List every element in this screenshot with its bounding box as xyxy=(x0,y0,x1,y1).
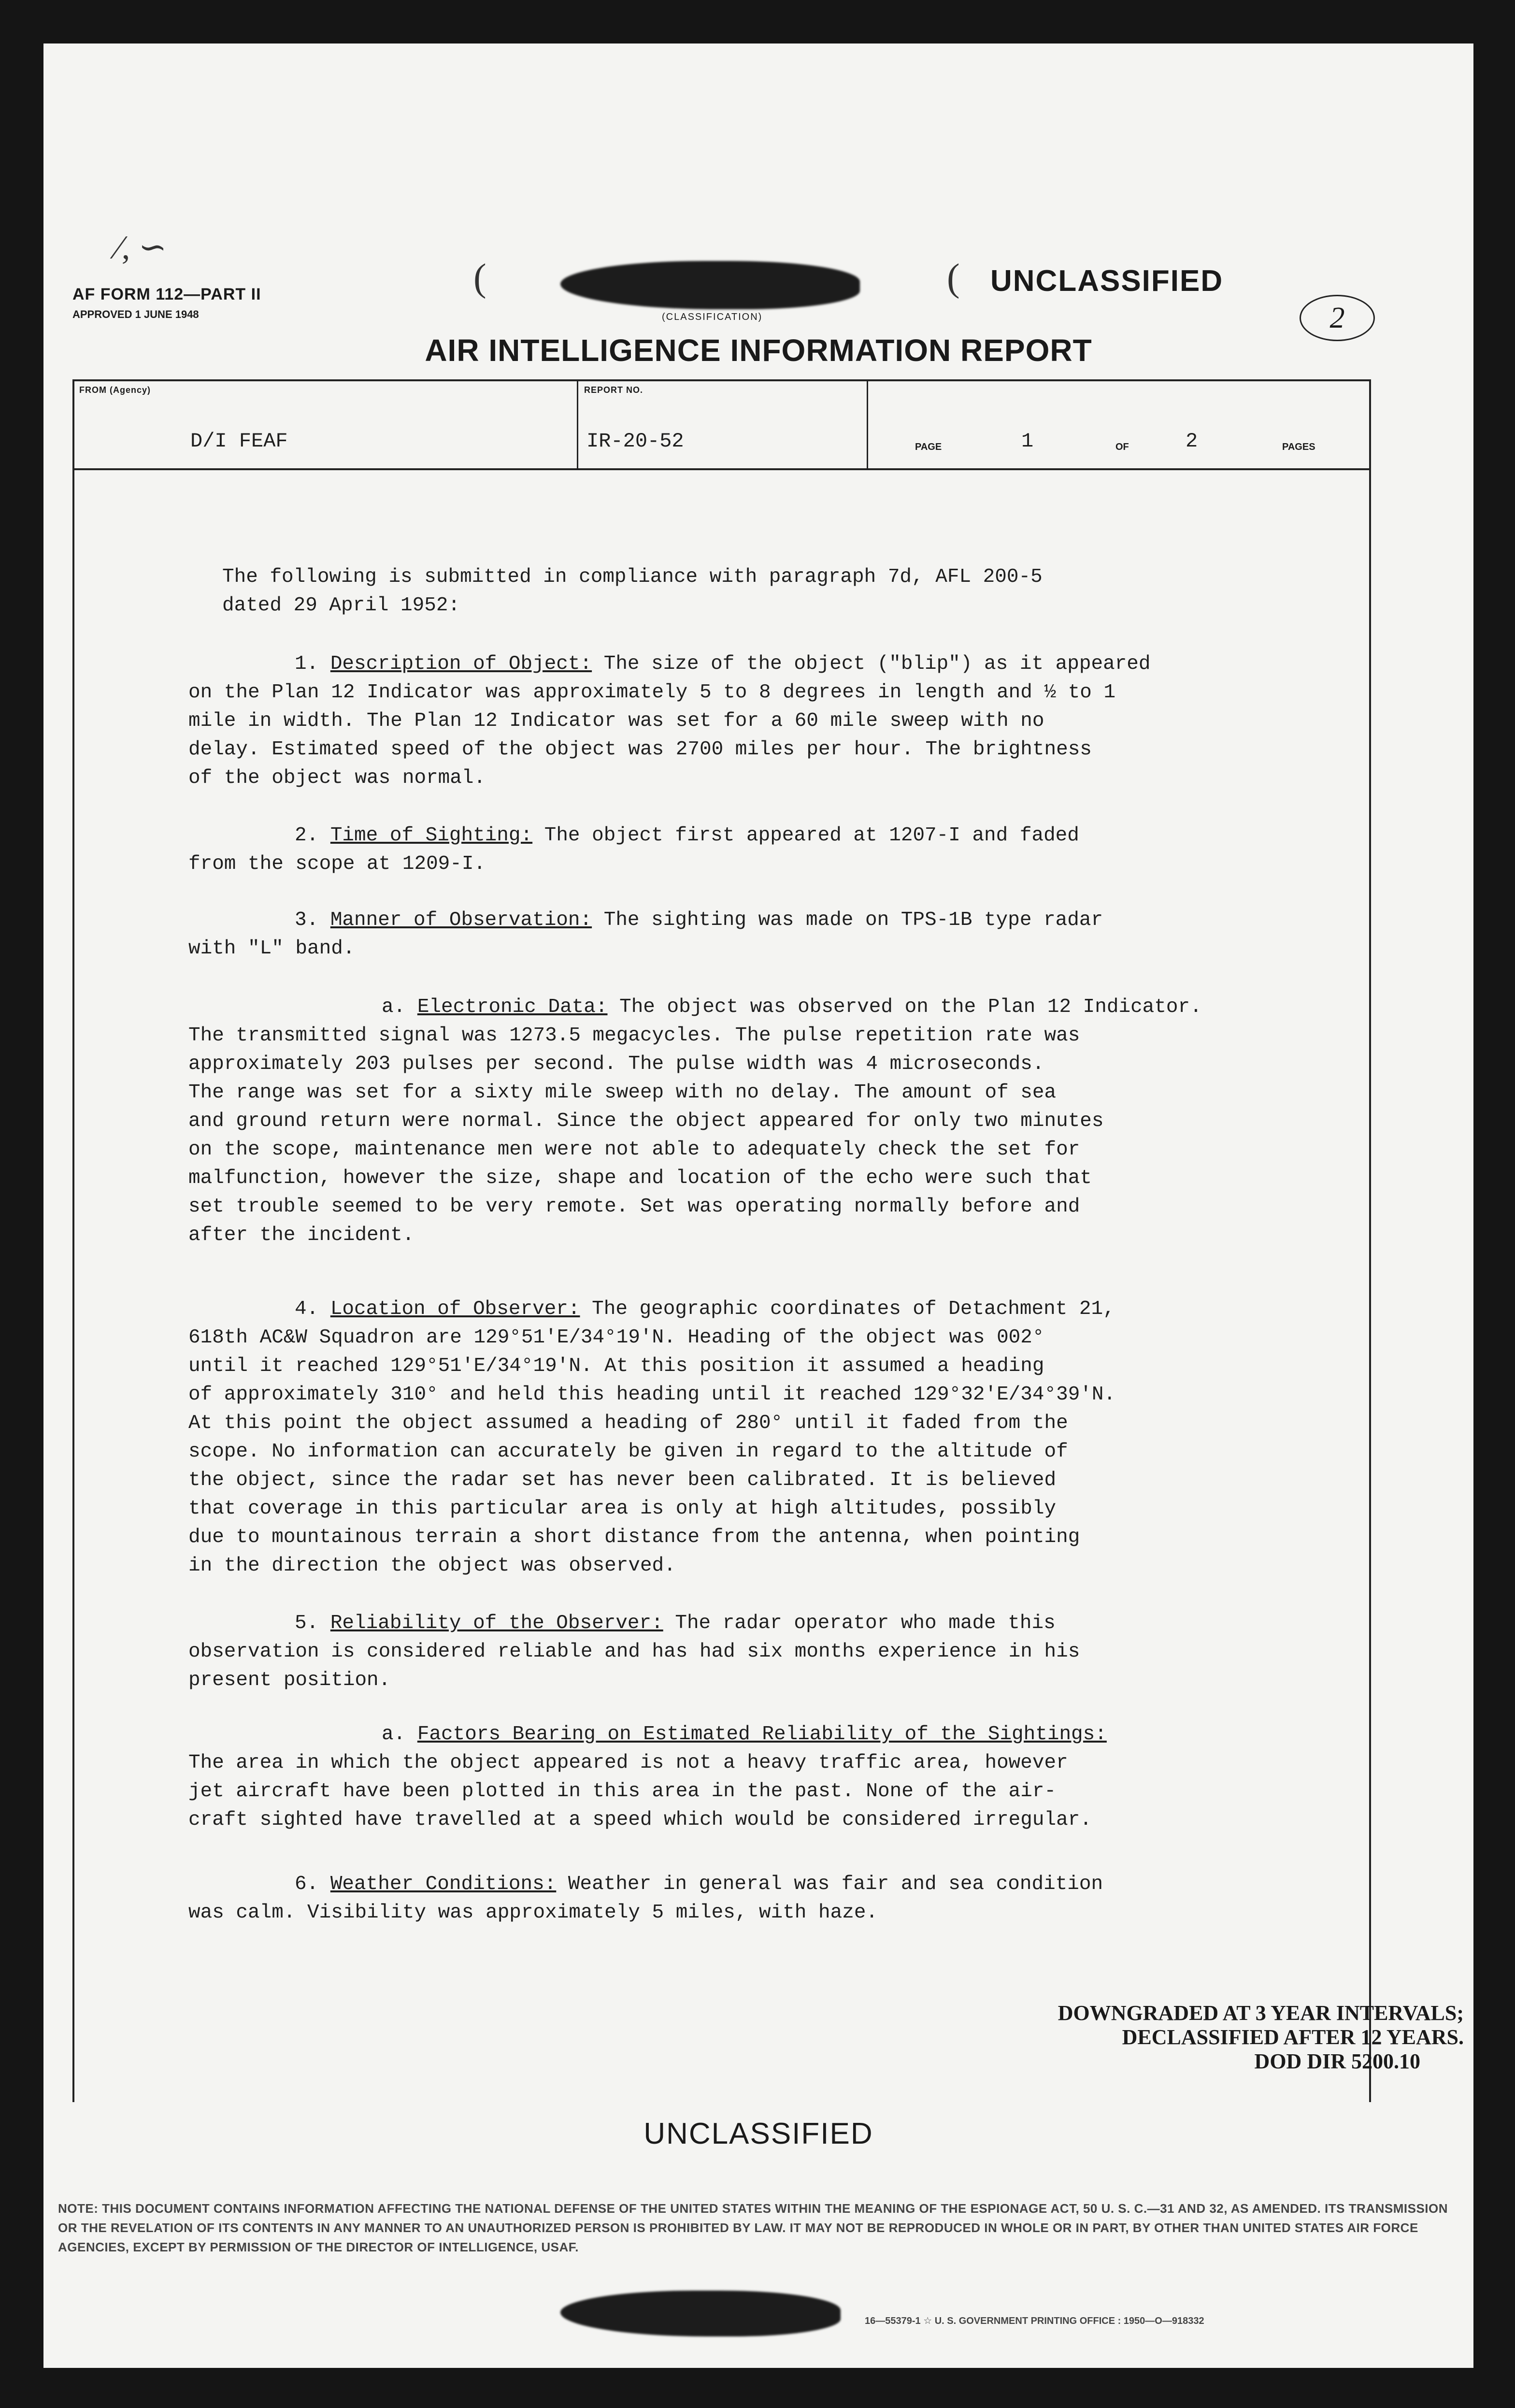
report-no-value: IR-20-52 xyxy=(586,430,684,453)
paragraph-text: The geographic coordinates of Detachment 21, 618th AC&W Squadron are 129°51'E/34°19'N. Heading of the object was 002° until it reached 129°51'E/34°19'N. At this position it assumed a heading of approximately 310° and held this heading until it reached 129°32'E/34°39'N. At this point the object assumed a heading of 280° until it faded from the scope. No information can accurately be given in regard to the altitude of the object, since the radar set has never been calibrated. It is believed that coverage in this particular area is only at high altitudes, possibly due to mountainous terrain a short distance from the antenna, when pointing in the direction the object was observed. xyxy=(188,1298,1116,1577)
paragraph-text: The area in which the object appeared is not a heavy traffic area, however jet aircraft have been plotted in this area in the past. None of the air- craft sighted have travelled at a speed which would be considered irregular. xyxy=(188,1752,1092,1831)
paragraph-3 xyxy=(188,906,1358,963)
from-value: D/I FEAF xyxy=(190,430,288,453)
paragraph-number: 5. xyxy=(295,1612,319,1634)
open-paren-right: ( xyxy=(947,257,960,299)
paragraph-heading: Factors Bearing on Estimated Reliability of the Sightings: xyxy=(417,1723,1107,1745)
paragraph-number: 3. xyxy=(295,909,319,931)
paragraph-text: The object was observed on the Plan 12 Indicator. The transmitted signal was 1273.5 megacycles. The pulse repetition rate was approximately 203 pulses per second. The pulse width was 4 microseconds. The range was set for a sixty mile sweep with no delay. The amount of sea and ground return were normal. Since the object appeared for only two minutes on the scope, maintenance men were not able to adequately check the set for malfunction, however the size, shape and location of the echo were such that set trouble seemed to be very remote. Set was operating normally before and after the incident. xyxy=(188,996,1202,1246)
open-paren: ( xyxy=(473,257,486,299)
paragraph-heading: Reliability of the Observer: xyxy=(330,1612,663,1634)
paragraph-number: 2. xyxy=(295,824,319,847)
handwritten-mark: ⁄, ∽ xyxy=(116,229,167,266)
paragraph-5 xyxy=(188,1609,1358,1695)
downgrade-line-1: DOWNGRADED AT 3 YEAR INTERVALS; xyxy=(1058,2001,1464,2025)
total-pages: 2 xyxy=(1186,430,1198,453)
redacted-classification-bottom xyxy=(560,2291,841,2336)
classification-bottom: UNCLASSIFIED xyxy=(643,2117,873,2150)
paragraph-number: 6. xyxy=(295,1873,319,1895)
copy-mark: 2 xyxy=(1300,295,1375,341)
paragraph-text: Weather in general was fair and sea condition was calm. Visibility was approximately 5 miles, with haze. xyxy=(188,1873,1103,1924)
paragraph-4 xyxy=(188,1295,1358,1580)
paragraph-heading: Time of Sighting: xyxy=(330,824,533,847)
header-box xyxy=(72,379,1371,470)
espionage-act-note: NOTE: THIS DOCUMENT CONTAINS INFORMATION AFFECTING THE NATIONAL DEFENSE OF THE UNITED STATES WITHIN THE MEANING OF THE ESPIONAGE ACT, 50 U. S. C.—31 AND 32, AS AMENDED. ITS TRANSMISSION OR THE REVELATION OF ITS CONTENTS IN ANY MANNER TO AN UNAUTHORIZED PERSON IS PROHIBITED BY LAW. IT MAY NOT BE REPRODUCED IN WHOLE OR IN PART, BY OTHER THAN UNITED STATES AIR FORCE AGENCIES, EXCEPT BY PERMISSION OF THE DIRECTOR OF INTELLIGENCE, USAF. xyxy=(58,2201,1448,2254)
redacted-classification xyxy=(560,261,860,309)
paragraph-number: 4. xyxy=(295,1298,319,1320)
paragraph-number: a. xyxy=(382,1723,406,1745)
document-page xyxy=(43,43,1473,2368)
report-title: AIR INTELLIGENCE INFORMATION REPORT xyxy=(425,333,1092,368)
header-divider xyxy=(867,381,868,468)
paragraph-heading: Location of Observer: xyxy=(330,1298,580,1320)
page-label: PAGE xyxy=(915,442,942,452)
paragraph-6 xyxy=(188,1870,1358,1927)
paragraph-number: a. xyxy=(382,996,406,1018)
classification-label: (CLASSIFICATION) xyxy=(662,312,763,322)
paragraph-3a xyxy=(188,993,1358,1250)
pages-label: PAGES xyxy=(1282,442,1315,452)
header-divider xyxy=(577,381,578,468)
downgrade-line-2: DECLASSIFIED AFTER 12 YEARS. xyxy=(1122,2025,1464,2049)
gpo-imprint: 16—55379-1 ☆ U. S. GOVERNMENT PRINTING OFFICE : 1950—O—918332 xyxy=(865,2316,1204,2326)
classification-top: UNCLASSIFIED xyxy=(990,264,1224,298)
paragraph-heading: Description of Object: xyxy=(330,653,592,675)
paragraph-2 xyxy=(188,822,1358,879)
page-number: 1 xyxy=(1021,430,1034,453)
paragraph-1 xyxy=(188,650,1358,793)
of-label: OF xyxy=(1115,442,1129,452)
paragraph-text: The radar operator who made this observation is considered reliable and has had six months experience in his present position. xyxy=(188,1612,1080,1691)
form-id: AF FORM 112—PART II xyxy=(72,285,261,303)
intro-paragraph: The following is submitted in compliance with paragraph 7d, AFL 200-5 dated 29 April 1952: xyxy=(222,566,1043,617)
paragraph-text: The object first appeared at 1207-I and faded from the scope at 1209-I. xyxy=(188,824,1079,875)
paragraph-heading: Manner of Observation: xyxy=(330,909,592,931)
paragraph-5a xyxy=(188,1720,1358,1834)
from-label: FROM (Agency) xyxy=(79,385,151,395)
paragraph-heading: Electronic Data: xyxy=(417,996,608,1018)
form-approved-date: APPROVED 1 JUNE 1948 xyxy=(72,308,199,320)
paragraph-text: The size of the object ("blip") as it appeared on the Plan 12 Indicator was approximately 5 to 8 degrees in length and ½ to 1 mile in width. The Plan 12 Indicator was set for a 60 mile sweep with no delay. Estimated speed of the object was 2700 miles per hour. The brightness of the object was normal. xyxy=(188,653,1151,789)
paragraph-heading: Weather Conditions: xyxy=(330,1873,557,1895)
downgrade-line-3: DOD DIR 5200.10 xyxy=(1254,2049,1420,2073)
paragraph-text: The sighting was made on TPS-1B type radar with "L" band. xyxy=(188,909,1103,960)
report-no-label: REPORT NO. xyxy=(584,385,643,395)
paragraph-number: 1. xyxy=(295,653,319,675)
